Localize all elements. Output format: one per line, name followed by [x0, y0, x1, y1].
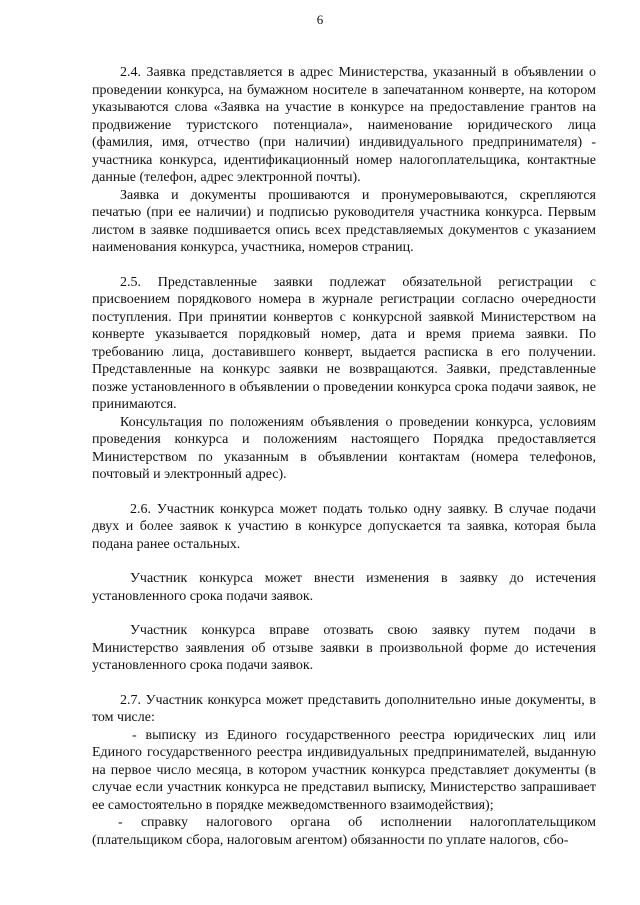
paragraph-2-5: 2.5. Представленные заявки подлежат обязательной регистрации с присвоением порядкового номера в журнале регистрации согласно очередности поступления. При принятии конвертов с конкурсной заявкой Министерством на конверте указывается порядковый номер, дата и время приема заявки. По требованию лица, доставившего конверт, выдается расписка в его получении. Представленные на конкурс заявки не возвращаются. Заявки, представленные позже установленного в объявлении о проведении конкурса срока подачи заявок, не принимаются. [92, 274, 596, 412]
paragraph-changes: Участник конкурса может внести изменения в заявку до истечения установленного срока подачи заявок. [92, 571, 596, 604]
paragraph-binding: Заявка и документы прошиваются и пронумеровываются, скрепляются печатью (при ее наличии) и подписью руководителя участника конкурса. Первым листом в заявке подшивается опись всех представляемых документов с указанием наименования конкурса, участника, номеров страниц. [92, 187, 596, 255]
list-item-extract: - выписку из Единого государственного реестра юридических лиц или Единого государственного реестра индивидуальных предпринимателей, выданную на первое число месяца, в котором участник конкурса представляет документы (в случае если участник конкурса не представил выписку, Министерство запрашивает ее самостоятельно в порядке межведомственного взаимодействия); [92, 727, 596, 813]
page-number: 6 [316, 12, 324, 27]
paragraph-consultation: Консультация по положениям объявления о проведении конкурса, условиям проведения конкурса и положениям настоящего Порядка предоставляется Министерством по указанным в объявлении контактам (номера телефонов, почтовый и электронный адрес). [92, 414, 596, 482]
list-item-tax-certificate: - справку налогового органа об исполнении налогоплательщиком (плательщиком сбора, налоговым агентом) обязанности по уплате налогов, сбо- [92, 815, 596, 848]
paragraph-2-6: 2.6. Участник конкурса может подать только одну заявку. В случае подачи двух и более заявок к участию в конкурсе допускается та заявка, которая была подана ранее остальных. [92, 501, 596, 552]
paragraph-2-7: 2.7. Участник конкурса может представить дополнительно иные документы, в том числе: [92, 692, 596, 725]
document-body [92, 64, 596, 849]
paragraph-2-4: 2.4. Заявка представляется в адрес Министерства, указанный в объявлении о проведении конкурса, на бумажном носителе в запечатанном конверте, на котором указываются слова «Заявка на участие в конкурсе на предоставление грантов на продвижение туристского потенциала», наименование юридического лица (фамилия, имя, отчество (при наличии) индивидуального предпринимателя) - участника конкурса, идентификационный номер налогоплательщика, контактные данные (телефон, адрес электронной почты). [92, 65, 596, 185]
paragraph-withdraw: Участник конкурса вправе отозвать свою заявку путем подачи в Министерство заявления об отзыве заявки в произвольной форме до истечения установленного срока подачи заявок. [92, 623, 596, 673]
